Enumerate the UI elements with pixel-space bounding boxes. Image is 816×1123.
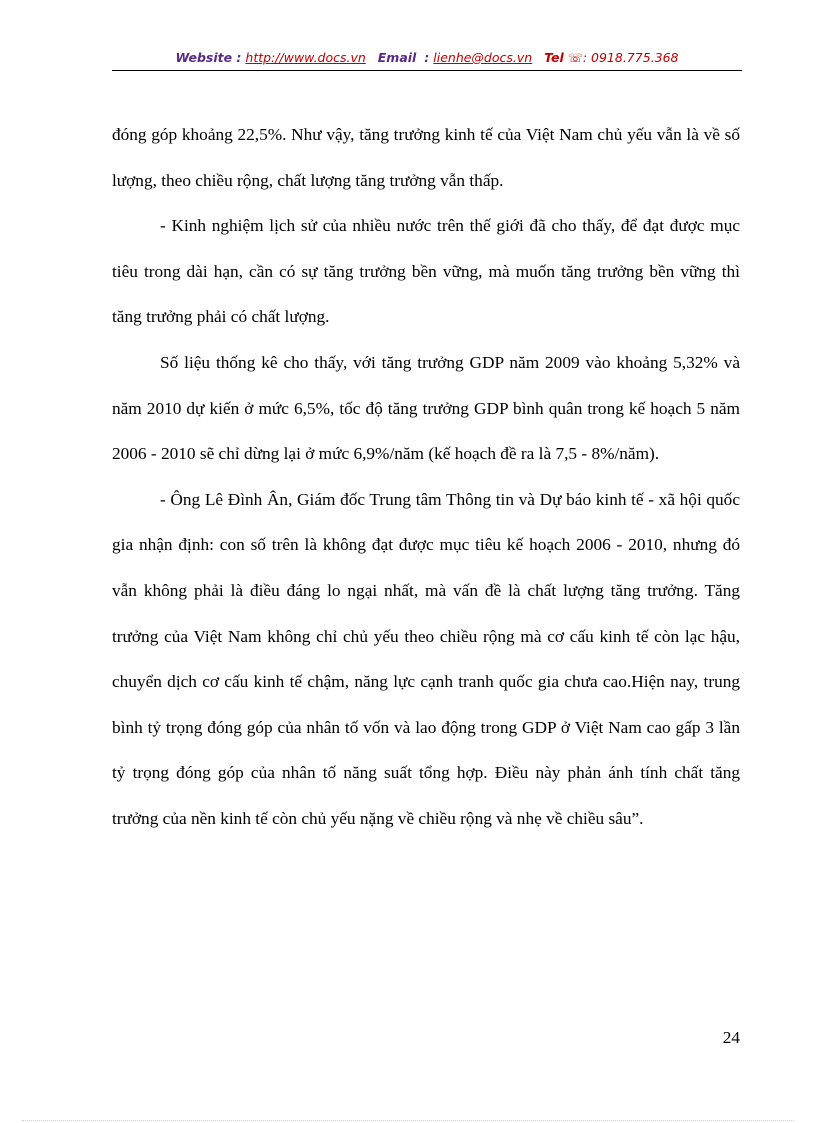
email-separator: :: [424, 50, 430, 65]
footer-divider: [22, 1120, 794, 1121]
page-number: 24: [722, 1028, 740, 1047]
phone-separator: :: [582, 50, 588, 65]
page-header: [112, 50, 742, 65]
phone-number: 0918.775.368: [591, 50, 679, 65]
email-link[interactable]: lienhe@docs.vn: [433, 50, 533, 65]
website-link[interactable]: http://www.docs.vn: [245, 50, 366, 65]
paragraph: - Kinh nghiệm lịch sử của nhiều nước trên thế giới đã cho thấy, để đạt được mục tiêu trong dài hạn, cần có sự tăng trưởng bền vững, mà muốn tăng trưởng bền vững thì tăng trưởng phải có chất lượng.: [112, 216, 740, 327]
header-divider: [112, 70, 742, 71]
email-label: Email: [377, 50, 417, 65]
telephone-icon: ☏: [567, 51, 583, 65]
website-label: Website :: [175, 50, 242, 65]
document-body: [112, 112, 740, 842]
paragraph: đóng góp khoảng 22,5%. Như vậy, tăng trưởng kinh tế của Việt Nam chủ yếu vẫn là về số lượng, theo chiều rộng, chất lượng tăng trưởng vẫn thấp.: [112, 125, 740, 190]
paragraph: - Ông Lê Đình Ân, Giám đốc Trung tâm Thông tin và Dự báo kinh tế - xã hội quốc gia nhận định: con số trên là không đạt được mục tiêu kế hoạch 2006 - 2010, nhưng đó vẫn không phải là điều đáng lo ngại nhất, mà vấn đề là chất lượng tăng trưởng. Tăng trưởng của Việt Nam không chỉ chủ yếu theo chiều rộng mà cơ cấu kinh tế còn lạc hậu, chuyển dịch cơ cấu kinh tế chậm, năng lực cạnh tranh quốc gia chưa cao.Hiện nay, trung bình tỷ trọng đóng góp của nhân tố vốn và lao động trong GDP ở Việt Nam cao gấp 3 lần tỷ trọng đóng góp của nhân tố năng suất tổng hợp. Điều này phản ánh tính chất tăng trưởng của nền kinh tế còn chủ yếu nặng về chiều rộng và nhẹ về chiều sâu”.: [112, 489, 740, 828]
tel-label: Tel: [544, 50, 564, 65]
paragraph: Số liệu thống kê cho thấy, với tăng trưởng GDP năm 2009 vào khoảng 5,32% và năm 2010 dự kiến ở mức 6,5%, tốc độ tăng trưởng GDP bình quân trong kế hoạch 5 năm 2006 - 2010 sẽ chỉ dừng lại ở mức 6,9%/năm (kế hoạch đề ra là 7,5 - 8%/năm).: [112, 352, 740, 464]
